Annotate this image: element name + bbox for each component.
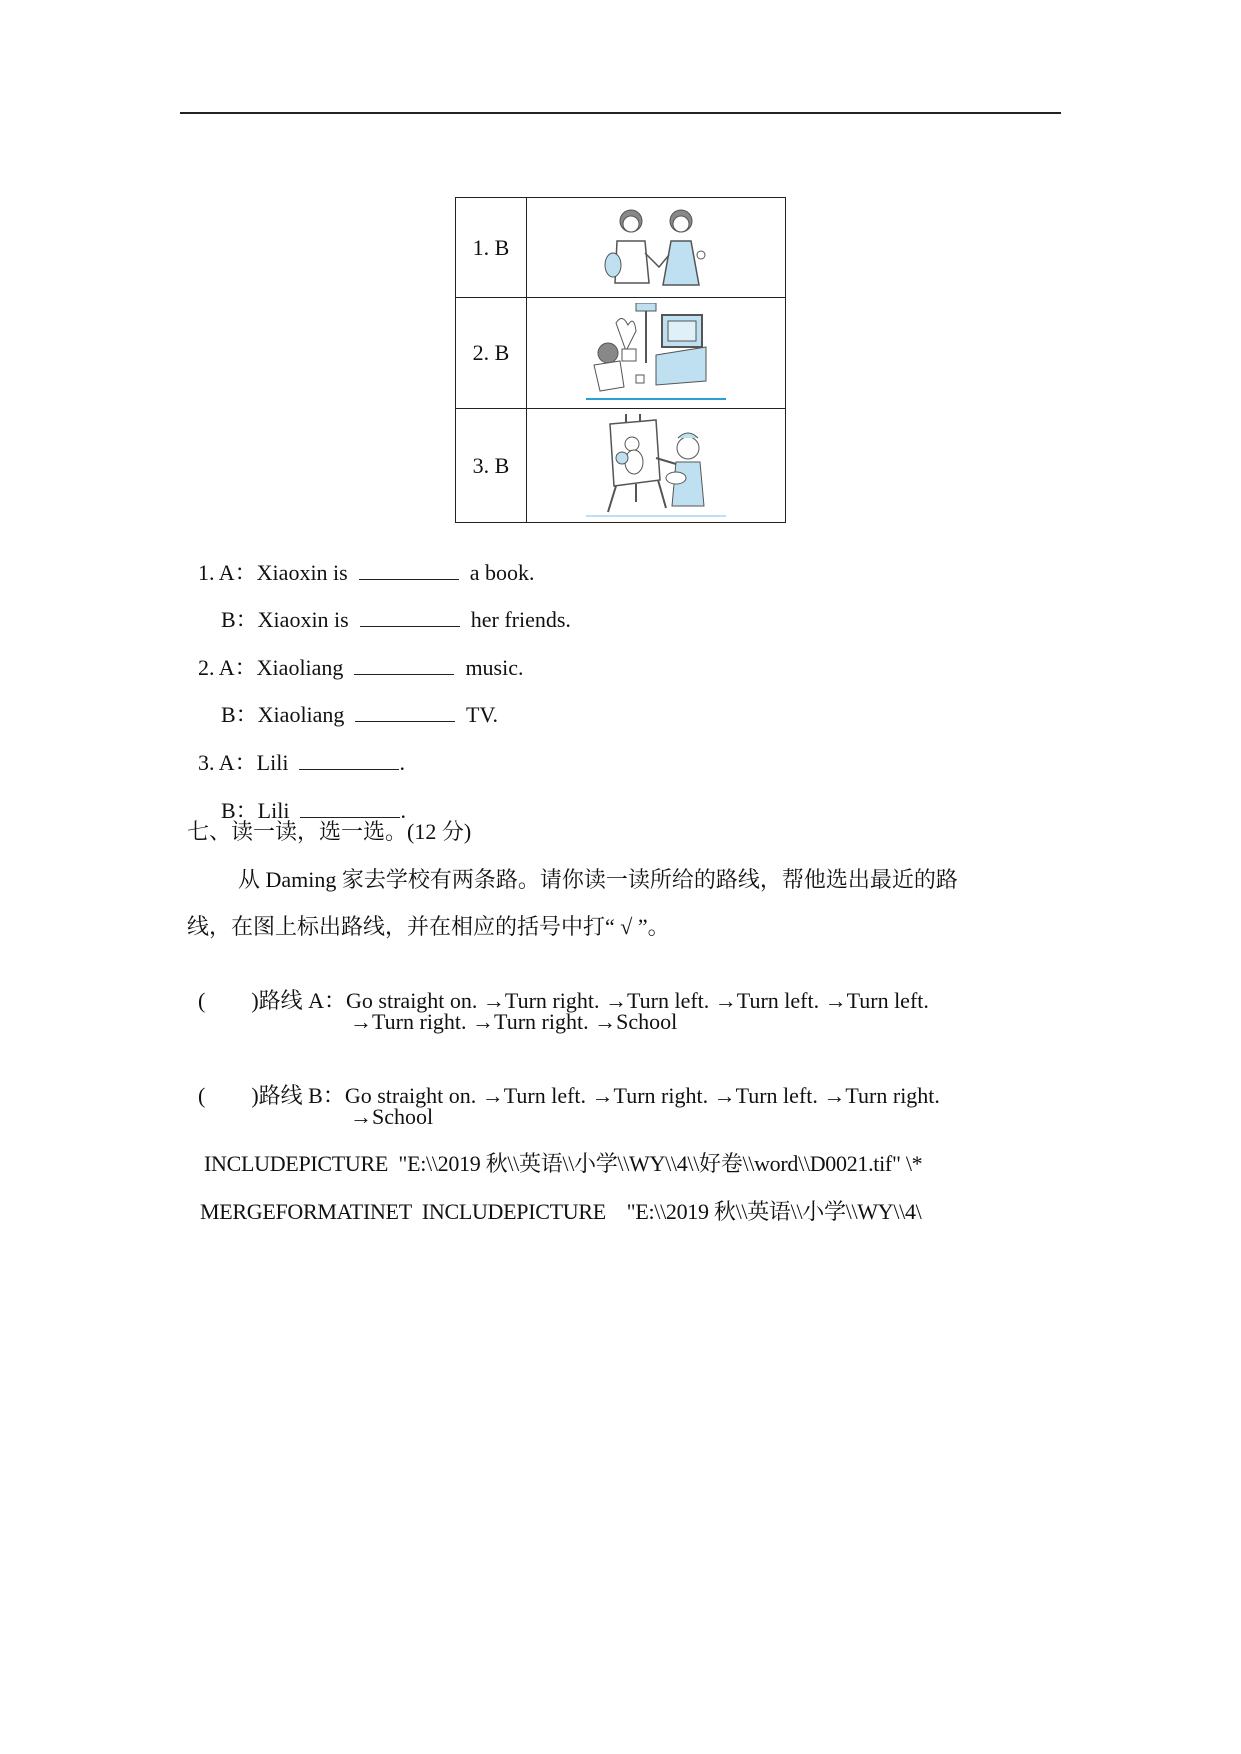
- sentence-2b: [210, 676, 498, 728]
- sentence-1b: [210, 581, 571, 633]
- answer-bracket-open[interactable]: (: [198, 1083, 206, 1108]
- handshake-picture-icon: [601, 205, 711, 291]
- answer-blank[interactable]: [360, 608, 460, 627]
- watching-tv-picture-icon: [586, 303, 726, 403]
- row-label: 3. B: [456, 409, 527, 523]
- sentence-prefix: 3. A：Lili: [198, 750, 289, 775]
- sentence-3b: [210, 772, 406, 824]
- sentence-suffix: .: [399, 750, 405, 775]
- route-label: 路线 B：: [258, 1083, 345, 1108]
- answer-blank[interactable]: [355, 703, 455, 722]
- table-row: [456, 298, 786, 409]
- picture-cell: [527, 409, 786, 523]
- sentence-prefix: 1. A：Xiaoxin is: [198, 560, 348, 585]
- route-a-continued: →Turn right. →Turn right. →School: [350, 1009, 678, 1034]
- answer-bracket-close[interactable]: ): [251, 1083, 259, 1108]
- row-label: 2. B: [456, 298, 527, 409]
- table-row: [456, 198, 786, 298]
- answer-blank[interactable]: [299, 751, 399, 770]
- sentence-suffix: TV.: [466, 702, 499, 727]
- route-label: 路线 A：: [258, 988, 347, 1013]
- route-steps: Go straight on. →Turn left. →Turn right. →Turn left. →Turn right.: [344, 1083, 940, 1108]
- sentence-3a: [187, 724, 405, 776]
- answer-blank[interactable]: [359, 561, 459, 580]
- sentence-prefix: 2. A：Xiaoliang: [198, 655, 344, 680]
- picture-cell: [527, 298, 786, 409]
- sentence-prefix: B：Lili: [221, 798, 290, 823]
- route-steps: Go straight on. →Turn right. →Turn left. →Turn left. →Turn left.: [346, 988, 929, 1013]
- answer-bracket-close[interactable]: ): [251, 988, 259, 1013]
- instruction-line-2: 线，在图上标出路线，并在相应的括号中打“ √ ”。: [187, 914, 670, 939]
- answer-bracket-open[interactable]: (: [198, 988, 206, 1013]
- header-rule: [180, 112, 1061, 114]
- answer-blank[interactable]: [354, 656, 454, 675]
- sentence-suffix: her friends.: [470, 607, 571, 632]
- painting-picture-icon: [586, 414, 726, 518]
- row-label: 1. B: [456, 198, 527, 298]
- sentence-suffix: .: [400, 798, 406, 823]
- table-row: [456, 409, 786, 523]
- instruction-line-1: 从 Daming 家去学校有两条路。请你读一读所给的路线，帮他选出最近的路: [238, 867, 958, 892]
- picture-cell: [527, 198, 786, 298]
- sentence-suffix: music.: [465, 655, 524, 680]
- picture-table: [455, 197, 786, 523]
- route-a: [187, 962, 929, 1014]
- sentence-1a: [187, 534, 535, 586]
- sentence-2a: [187, 629, 524, 681]
- route-b-continued: →School: [350, 1104, 434, 1129]
- route-b: [187, 1057, 940, 1109]
- sentence-prefix: B：Xiaoliang: [221, 702, 345, 727]
- sentence-suffix: a book.: [469, 560, 535, 585]
- section-heading: 七、读一读，选一选。(12 分): [187, 819, 472, 844]
- field-code-line-1: INCLUDEPICTURE "E:\\2019 秋\\英语\\小学\\WY\\4\\好卷\\word\\D0021.tif" \*: [204, 1151, 923, 1176]
- answer-blank[interactable]: [300, 799, 400, 818]
- field-code-line-2: MERGEFORMATINET INCLUDEPICTURE "E:\\2019 秋\\英语\\小学\\WY\\4\: [200, 1199, 922, 1224]
- sentence-prefix: B：Xiaoxin is: [221, 607, 349, 632]
